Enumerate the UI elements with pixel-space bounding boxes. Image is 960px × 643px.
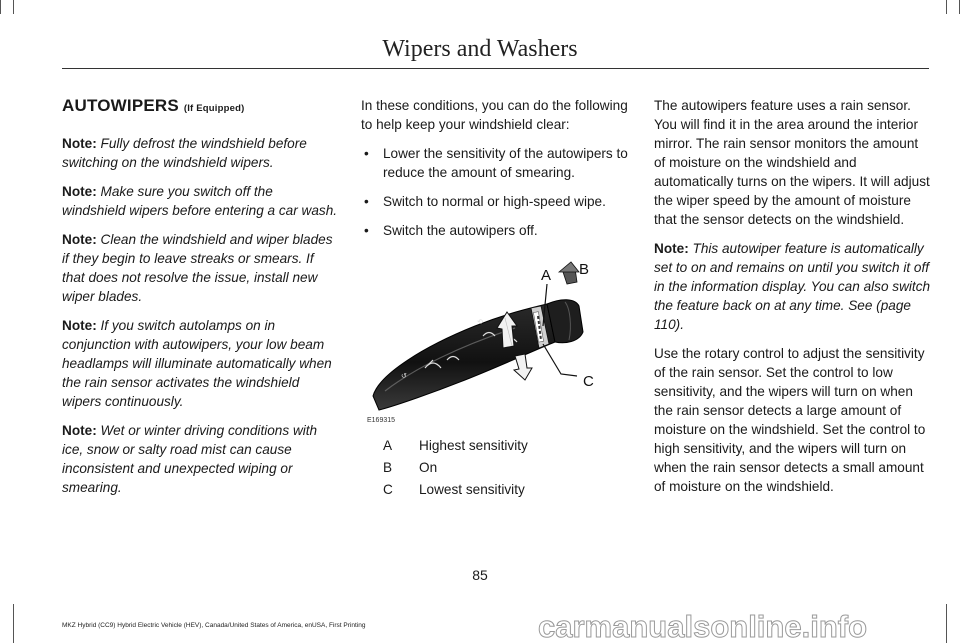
section-heading-text: AUTOWIPERS [62, 96, 179, 115]
note-1 [62, 134, 340, 172]
note-label: Note: [62, 136, 97, 151]
note-3 [62, 230, 340, 306]
bullet-icon: • [364, 146, 369, 161]
bullet-list [361, 144, 636, 240]
legend-row [383, 436, 636, 458]
list-item-text: Lower the sensitivity of the autowipers to reduce the amount of smearing. [383, 146, 628, 180]
legend-letter: B [383, 460, 393, 475]
column-middle [361, 96, 636, 502]
note-text: Clean the windshield and wiper blades if they begin to leave streaks or smears. If that does not resolve the issue, install new wiper blades. [62, 232, 333, 304]
note-5 [62, 421, 340, 497]
column-right [654, 96, 932, 506]
wiper-stalk-figure [365, 246, 631, 424]
watermark-text: carmanualsonline.info [538, 609, 868, 643]
note-label: Note: [62, 318, 97, 333]
legend-text: Highest sensitivity [419, 438, 528, 453]
section-heading-suffix: (If Equipped) [183, 103, 245, 114]
watermark [538, 609, 958, 643]
sensitivity-paragraph: Use the rotary control to adjust the sensitivity of the rain sensor. Set the control to low sensitivity, and the wipers will turn on when the rain sensor detects a large amount of moisture on the windshield. Set the control to high sensitivity, and the wipers will turn on when the rain sensor detects a small amount of moisture on the windshield. [654, 346, 926, 494]
description-paragraph: The autowipers feature uses a rain sensor. You will find it in the area around the interior mirror. The rain sensor monitors the amount of moisture on the windshield and automatically turns on the wipers. It will adjust the wiper speed by the amount of moisture that the sensor detects on the windshield. [654, 98, 930, 227]
crop-mark [13, 604, 14, 643]
bullet-icon: • [364, 223, 369, 238]
figure-legend [383, 436, 636, 502]
bullet-icon: • [364, 194, 369, 209]
callout-c: C [583, 373, 594, 390]
note-text: If you switch autolamps on in conjunction with autowipers, your low beam headlamps will illuminate automatically when the rain sensor activates the windshield wipers continuously. [62, 318, 332, 409]
note-text: This autowiper feature is automatically set to on and remains on until you switch it off in the information display. You can also switch the feature back on at any time. See (page 110). [654, 241, 931, 332]
note-label: Note: [654, 241, 689, 256]
legend-row [383, 458, 636, 480]
header-rule [62, 68, 929, 69]
note-label: Note: [62, 184, 97, 199]
figure-id: E169315 [367, 417, 396, 424]
note-label: Note: [62, 423, 97, 438]
legend-text: Lowest sensitivity [419, 482, 525, 497]
list-item-text: Switch to normal or high-speed wipe. [383, 194, 606, 209]
legend-row [383, 480, 636, 502]
page-header-title: Wipers and Washers [382, 36, 578, 62]
note-text: Make sure you switch off the windshield wipers before entering a car wash. [62, 184, 338, 218]
list-item [361, 192, 636, 211]
legend-text: On [419, 460, 438, 475]
note-2 [62, 182, 340, 220]
page-number: 85 [472, 567, 488, 583]
note-4 [62, 316, 340, 411]
note-text: Wet or winter driving conditions with ice, snow or salty road mist can cause inconsistent and unexpected wiping or smearing. [62, 423, 318, 495]
svg-text:⟲: ⟲ [477, 319, 483, 326]
crop-mark [0, 0, 1, 14]
callout-a: A [541, 267, 552, 284]
crop-mark [946, 0, 947, 14]
list-item-text: Switch the autowipers off. [383, 223, 538, 238]
wiper-stalk-illustration [365, 246, 631, 424]
note-auto [654, 239, 932, 334]
legend-letter: A [383, 438, 393, 453]
note-label: Note: [62, 232, 97, 247]
svg-text:↺: ↺ [401, 373, 407, 380]
callout-b: B [579, 261, 590, 278]
legend-letter: C [383, 482, 393, 497]
note-text: Fully defrost the windshield before switching on the windshield wipers. [62, 136, 307, 170]
list-item [361, 221, 636, 240]
section-heading [62, 96, 340, 118]
intro-paragraph: In these conditions, you can do the following to help keep your windshield clear: [361, 98, 628, 132]
footer-text: MKZ Hybrid (CC9) Hybrid Electric Vehicle (HEV), Canada/United States of America, enUSA, First Printing [62, 622, 366, 629]
crop-mark [13, 0, 14, 14]
list-item [361, 144, 636, 182]
column-left [62, 96, 340, 507]
